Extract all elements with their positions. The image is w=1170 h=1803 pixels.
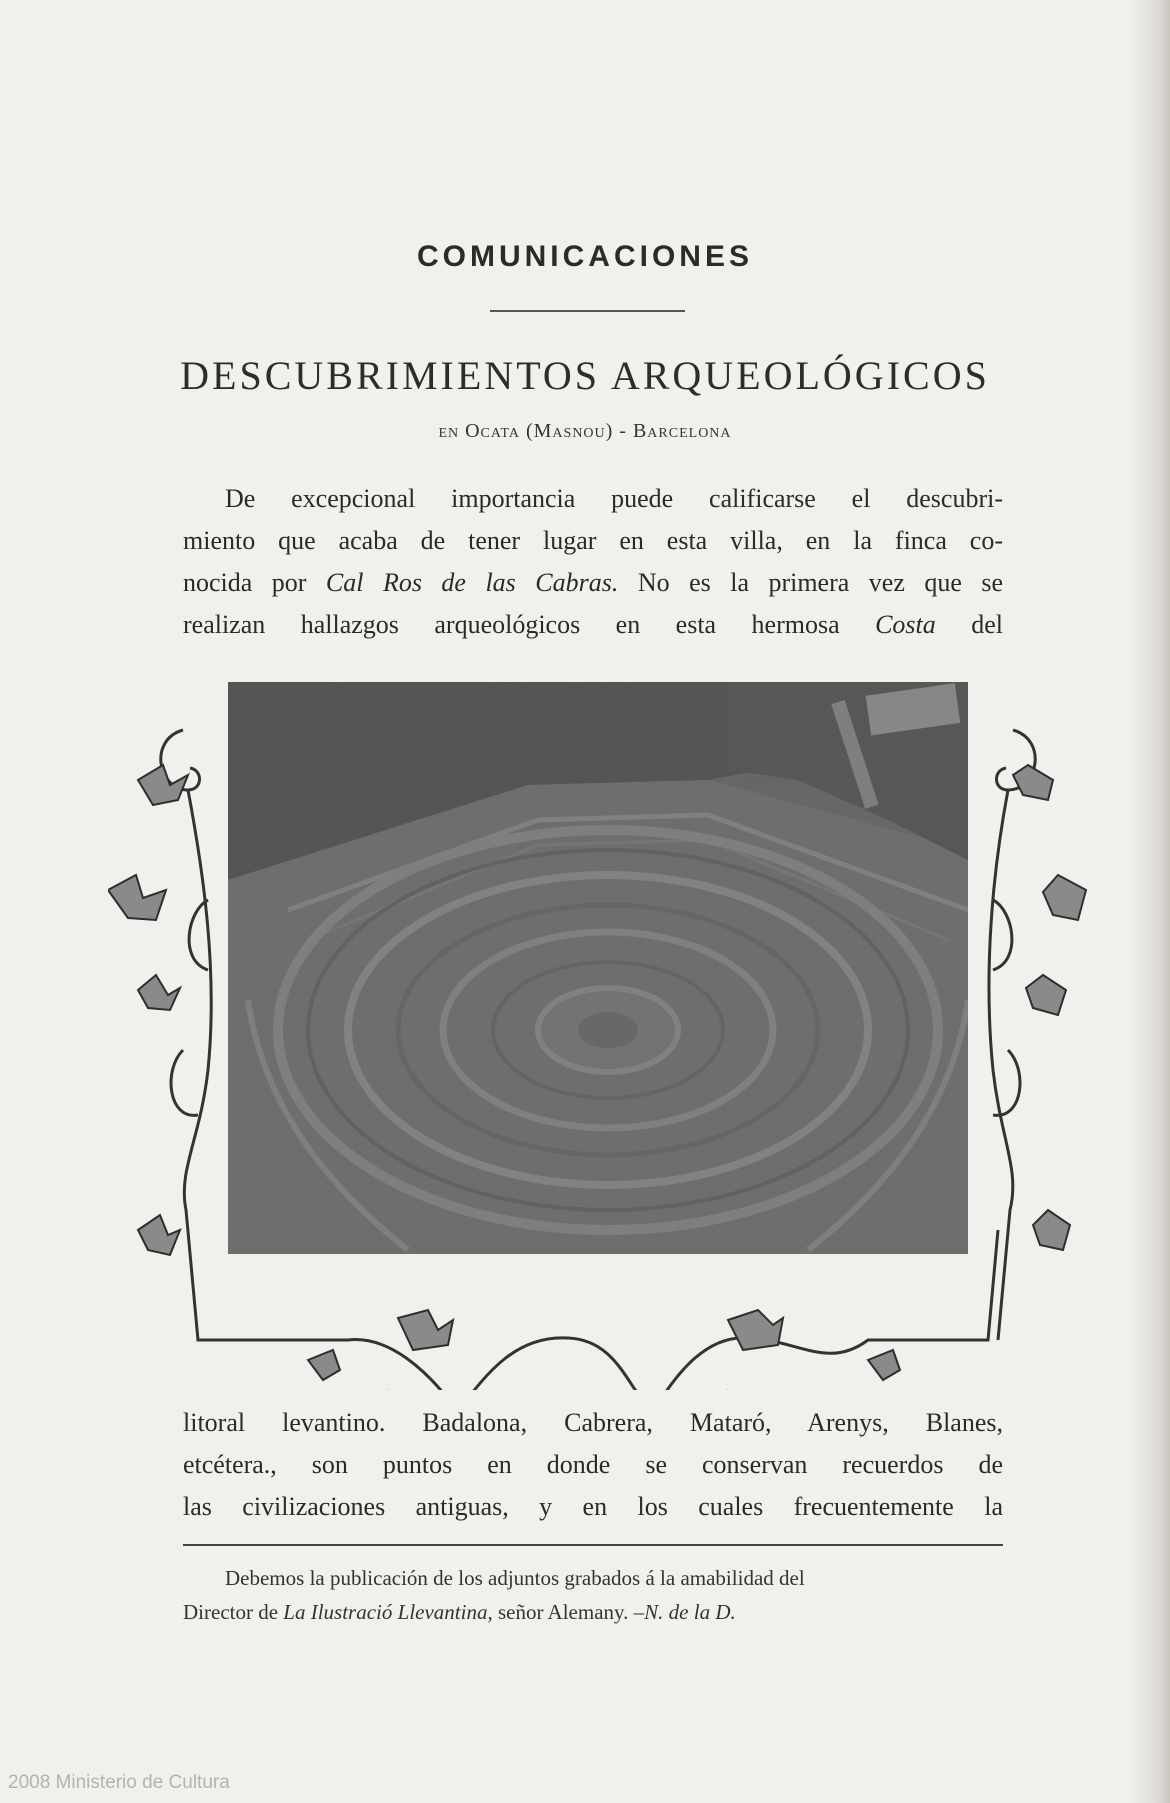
body-line-4: [183, 604, 1003, 646]
footnote-text: señor Alemany. –: [492, 1600, 645, 1624]
body-text: No es la primera vez que se: [618, 568, 1004, 597]
body-line-1: De excepcional importancia puede calificarse el descubri-: [225, 484, 1003, 513]
body-line-7: las civilizaciones antiguas, y en los cuales frecuentemente la: [183, 1492, 1003, 1521]
place-name: Cal Ros de las Cabras.: [325, 568, 619, 597]
footnote-line-1: Debemos la publicación de los adjuntos grabados á la amabilidad del: [225, 1566, 805, 1590]
section-heading: COMUNICACIONES: [416, 240, 753, 273]
ornamental-frame-with-photo: [108, 670, 1098, 1390]
body-line-2: miento que acaba de tener lugar en esta villa, en la finca co-: [183, 526, 1003, 555]
body-line-6: etcétera., son puntos en donde se conservan recuerdos de: [183, 1450, 1003, 1479]
body-text: realizan hallazgos arqueológicos en esta hermosa: [183, 610, 876, 639]
heading-rule: [490, 310, 685, 312]
article-title: DESCUBRIMIENTOS ARQUEOLÓGICOS: [180, 353, 990, 398]
body-text: del: [935, 610, 1004, 639]
mosaic-figure: [108, 670, 1098, 1390]
footnote-rule: [183, 1544, 1003, 1546]
body-line-5: litoral levantino. Badalona, Cabrera, Mataró, Arenys, Blanes,: [183, 1408, 1003, 1437]
article-subtitle: en Ocata (Masnou) - Barcelona: [438, 420, 732, 442]
editorial-signature: N. de la D.: [644, 1600, 736, 1624]
emphasis-costa: Costa: [875, 610, 936, 639]
mosaic-photograph: [228, 682, 968, 1254]
body-text: nocida por: [183, 568, 326, 597]
body-line-3: [183, 562, 1003, 604]
footnote-line-2: [183, 1595, 1003, 1629]
publication-title: La Ilustració Llevantina,: [283, 1600, 493, 1624]
footnote-text: Director de: [183, 1600, 284, 1624]
watermark: 2008 Ministerio de Cultura: [8, 1772, 230, 1793]
